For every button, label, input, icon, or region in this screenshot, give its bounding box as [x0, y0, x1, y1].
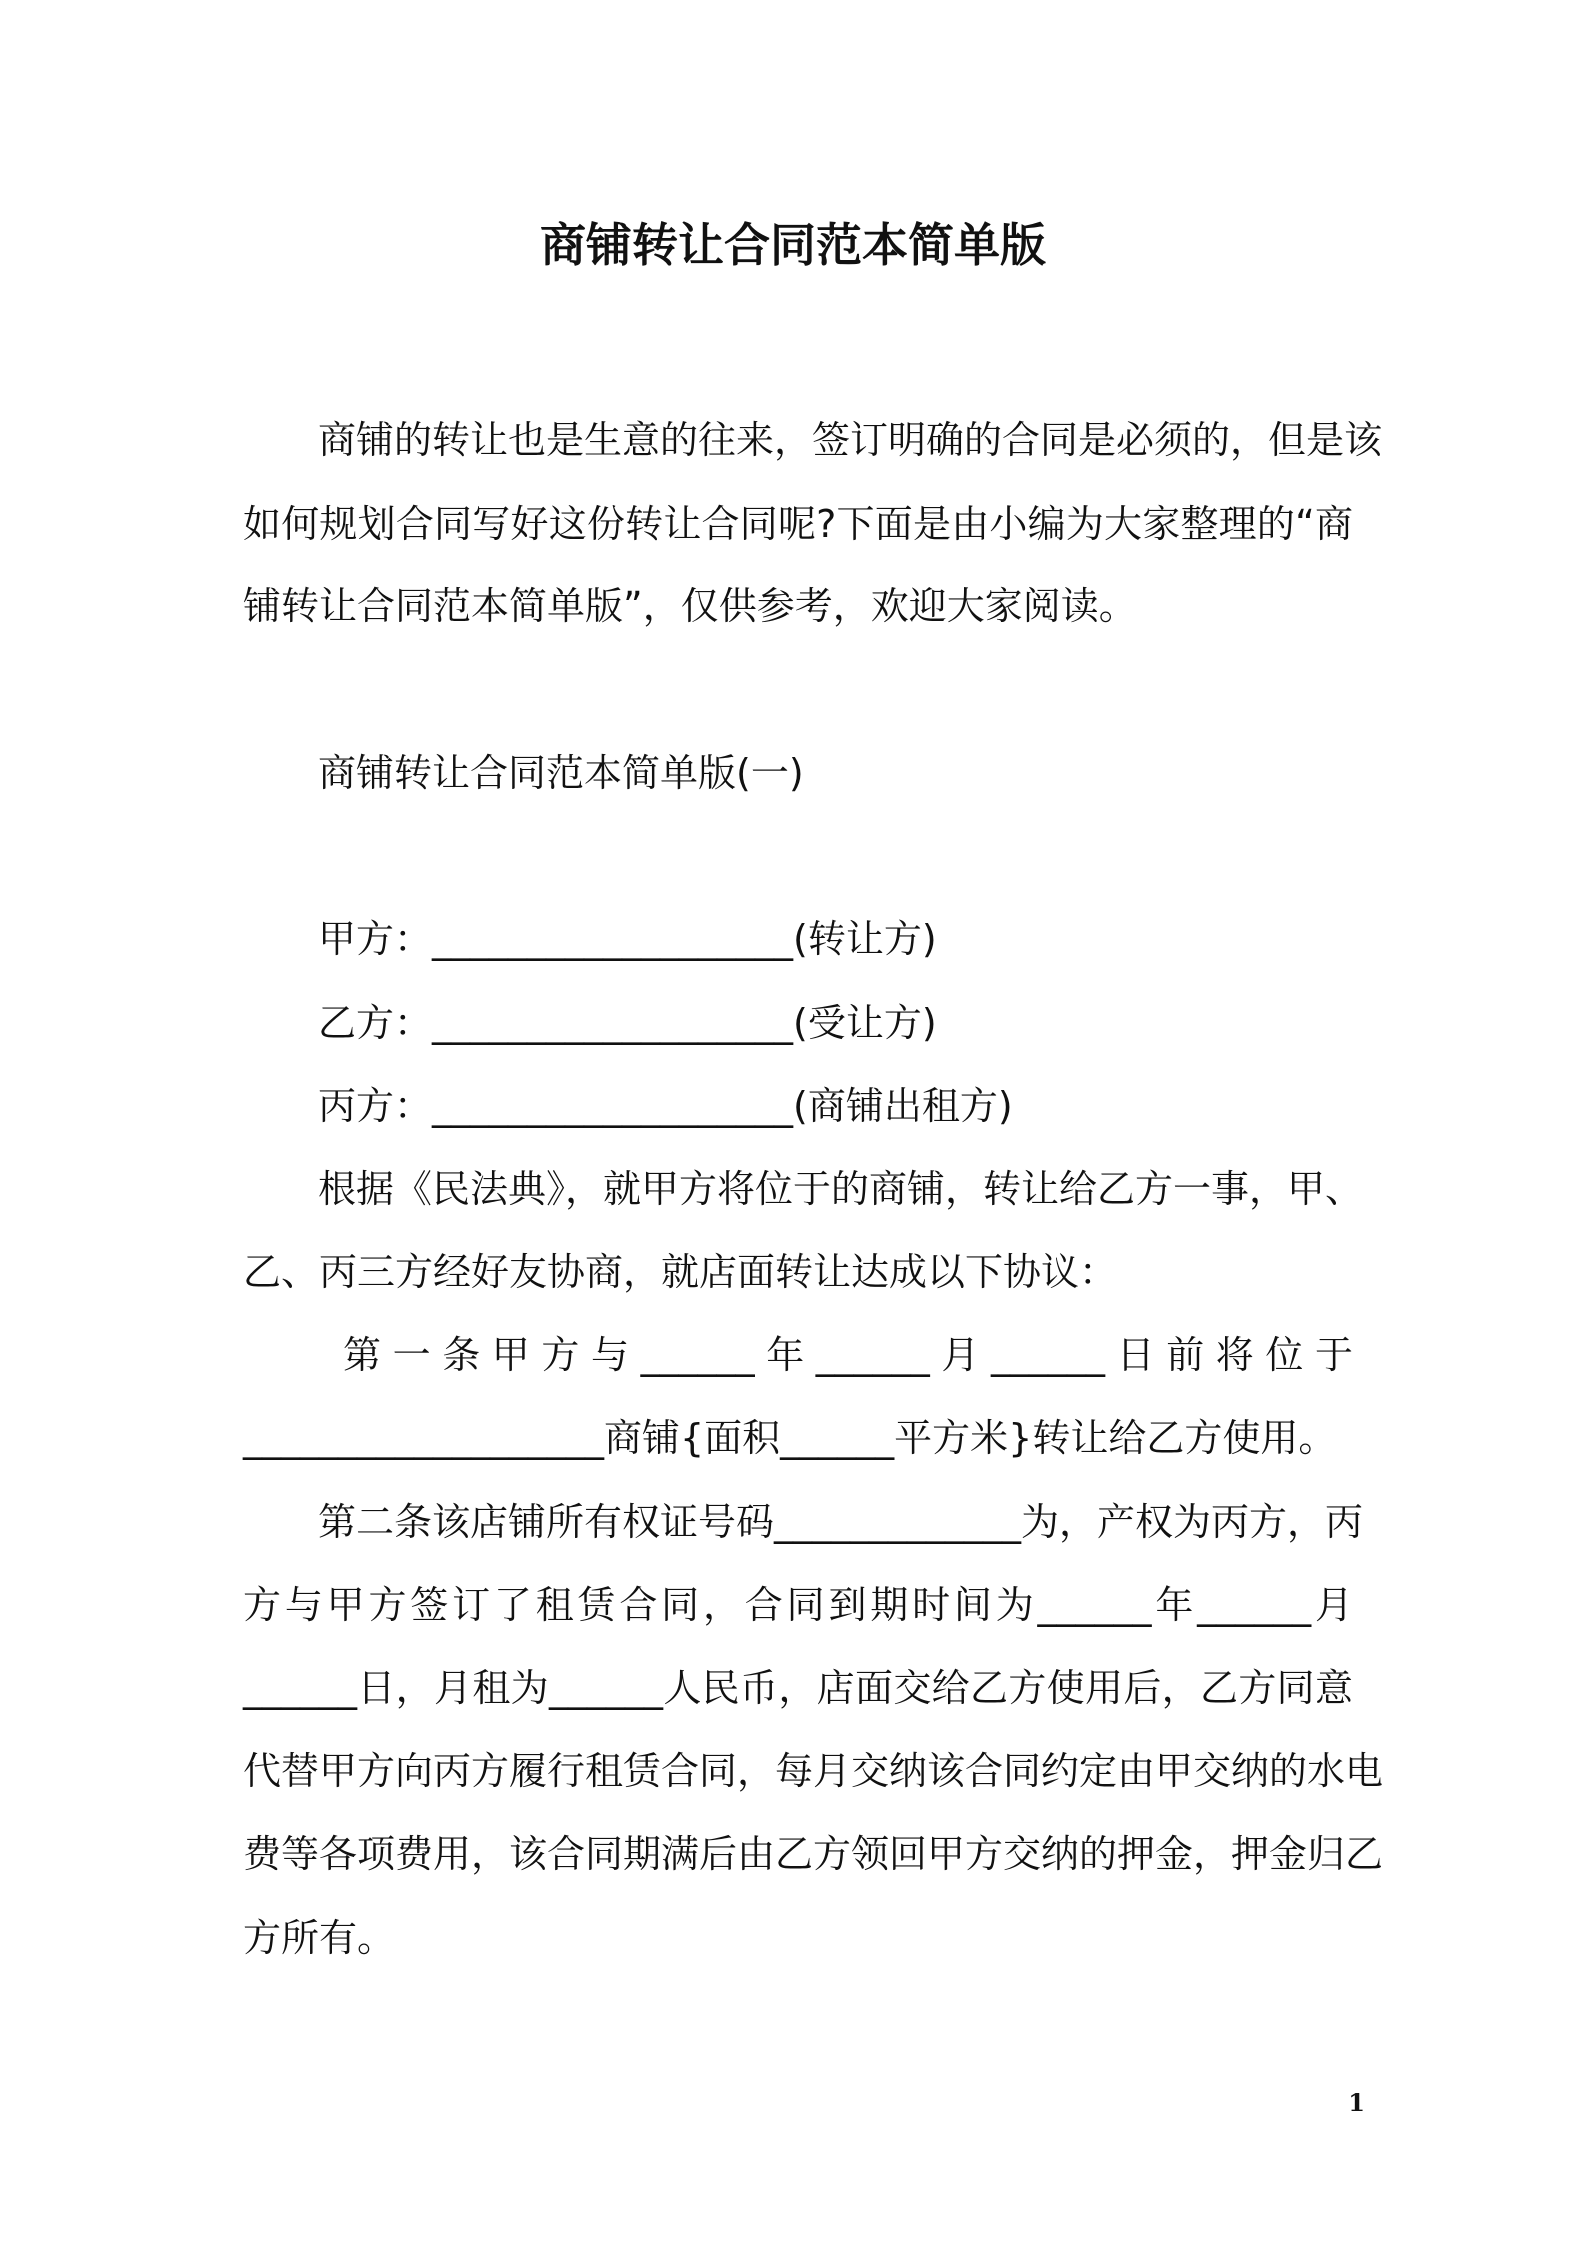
section-heading: 商铺转让合同范本简单版(一) [318, 751, 804, 795]
article-2-line-1: 第二条该店铺所有权证号码_____________为，产权为丙方，丙 [318, 1500, 1364, 1544]
article-2-line-4: 代替甲方向丙方履行租赁合同，每月交纳该合同约定由甲交纳的水电 [243, 1749, 1384, 1793]
party-c-line: 丙方：___________________(商铺出租方) [318, 1084, 1013, 1128]
article-2-line-2: 方与甲方签订了租赁合同，合同到期时间为______年______月 [243, 1583, 1353, 1627]
preamble-line-2: 乙、丙三方经好友协商，就店面转让达成以下协议： [243, 1250, 1118, 1294]
article-1-line-1: 第一条甲方与______年______月______日前将位于 [343, 1333, 1353, 1377]
intro-line-3: 铺转让合同范本简单版”，仅供参考，欢迎大家阅读。 [243, 584, 1137, 628]
intro-line-2: 如何规划合同写好这份转让合同呢?下面是由小编为大家整理的“商 [243, 502, 1353, 546]
article-2-line-3: ______日，月租为______人民币，店面交给乙方使用后，乙方同意 [243, 1666, 1353, 1710]
intro-line-1: 商铺的转让也是生意的往来，签订明确的合同是必须的，但是该 [318, 418, 1383, 462]
party-a-line: 甲方：___________________(转让方) [318, 917, 937, 961]
page-number: 1 [1348, 2088, 1365, 2117]
party-b-line: 乙方：___________________(受让方) [318, 1001, 937, 1045]
article-1-line-2: ___________________商铺{面积______平方米}转让给乙方使用。 [243, 1416, 1337, 1460]
article-2-line-5: 费等各项费用，该合同期满后由乙方领回甲方交纳的押金，押金归乙 [243, 1832, 1384, 1876]
preamble-line-1: 根据《民法典》，就甲方将位于的商铺，转让给乙方一事，甲、 [318, 1167, 1364, 1211]
article-2-line-6: 方所有。 [243, 1916, 396, 1960]
document-title: 商铺转让合同范本简单版 [540, 218, 1046, 272]
